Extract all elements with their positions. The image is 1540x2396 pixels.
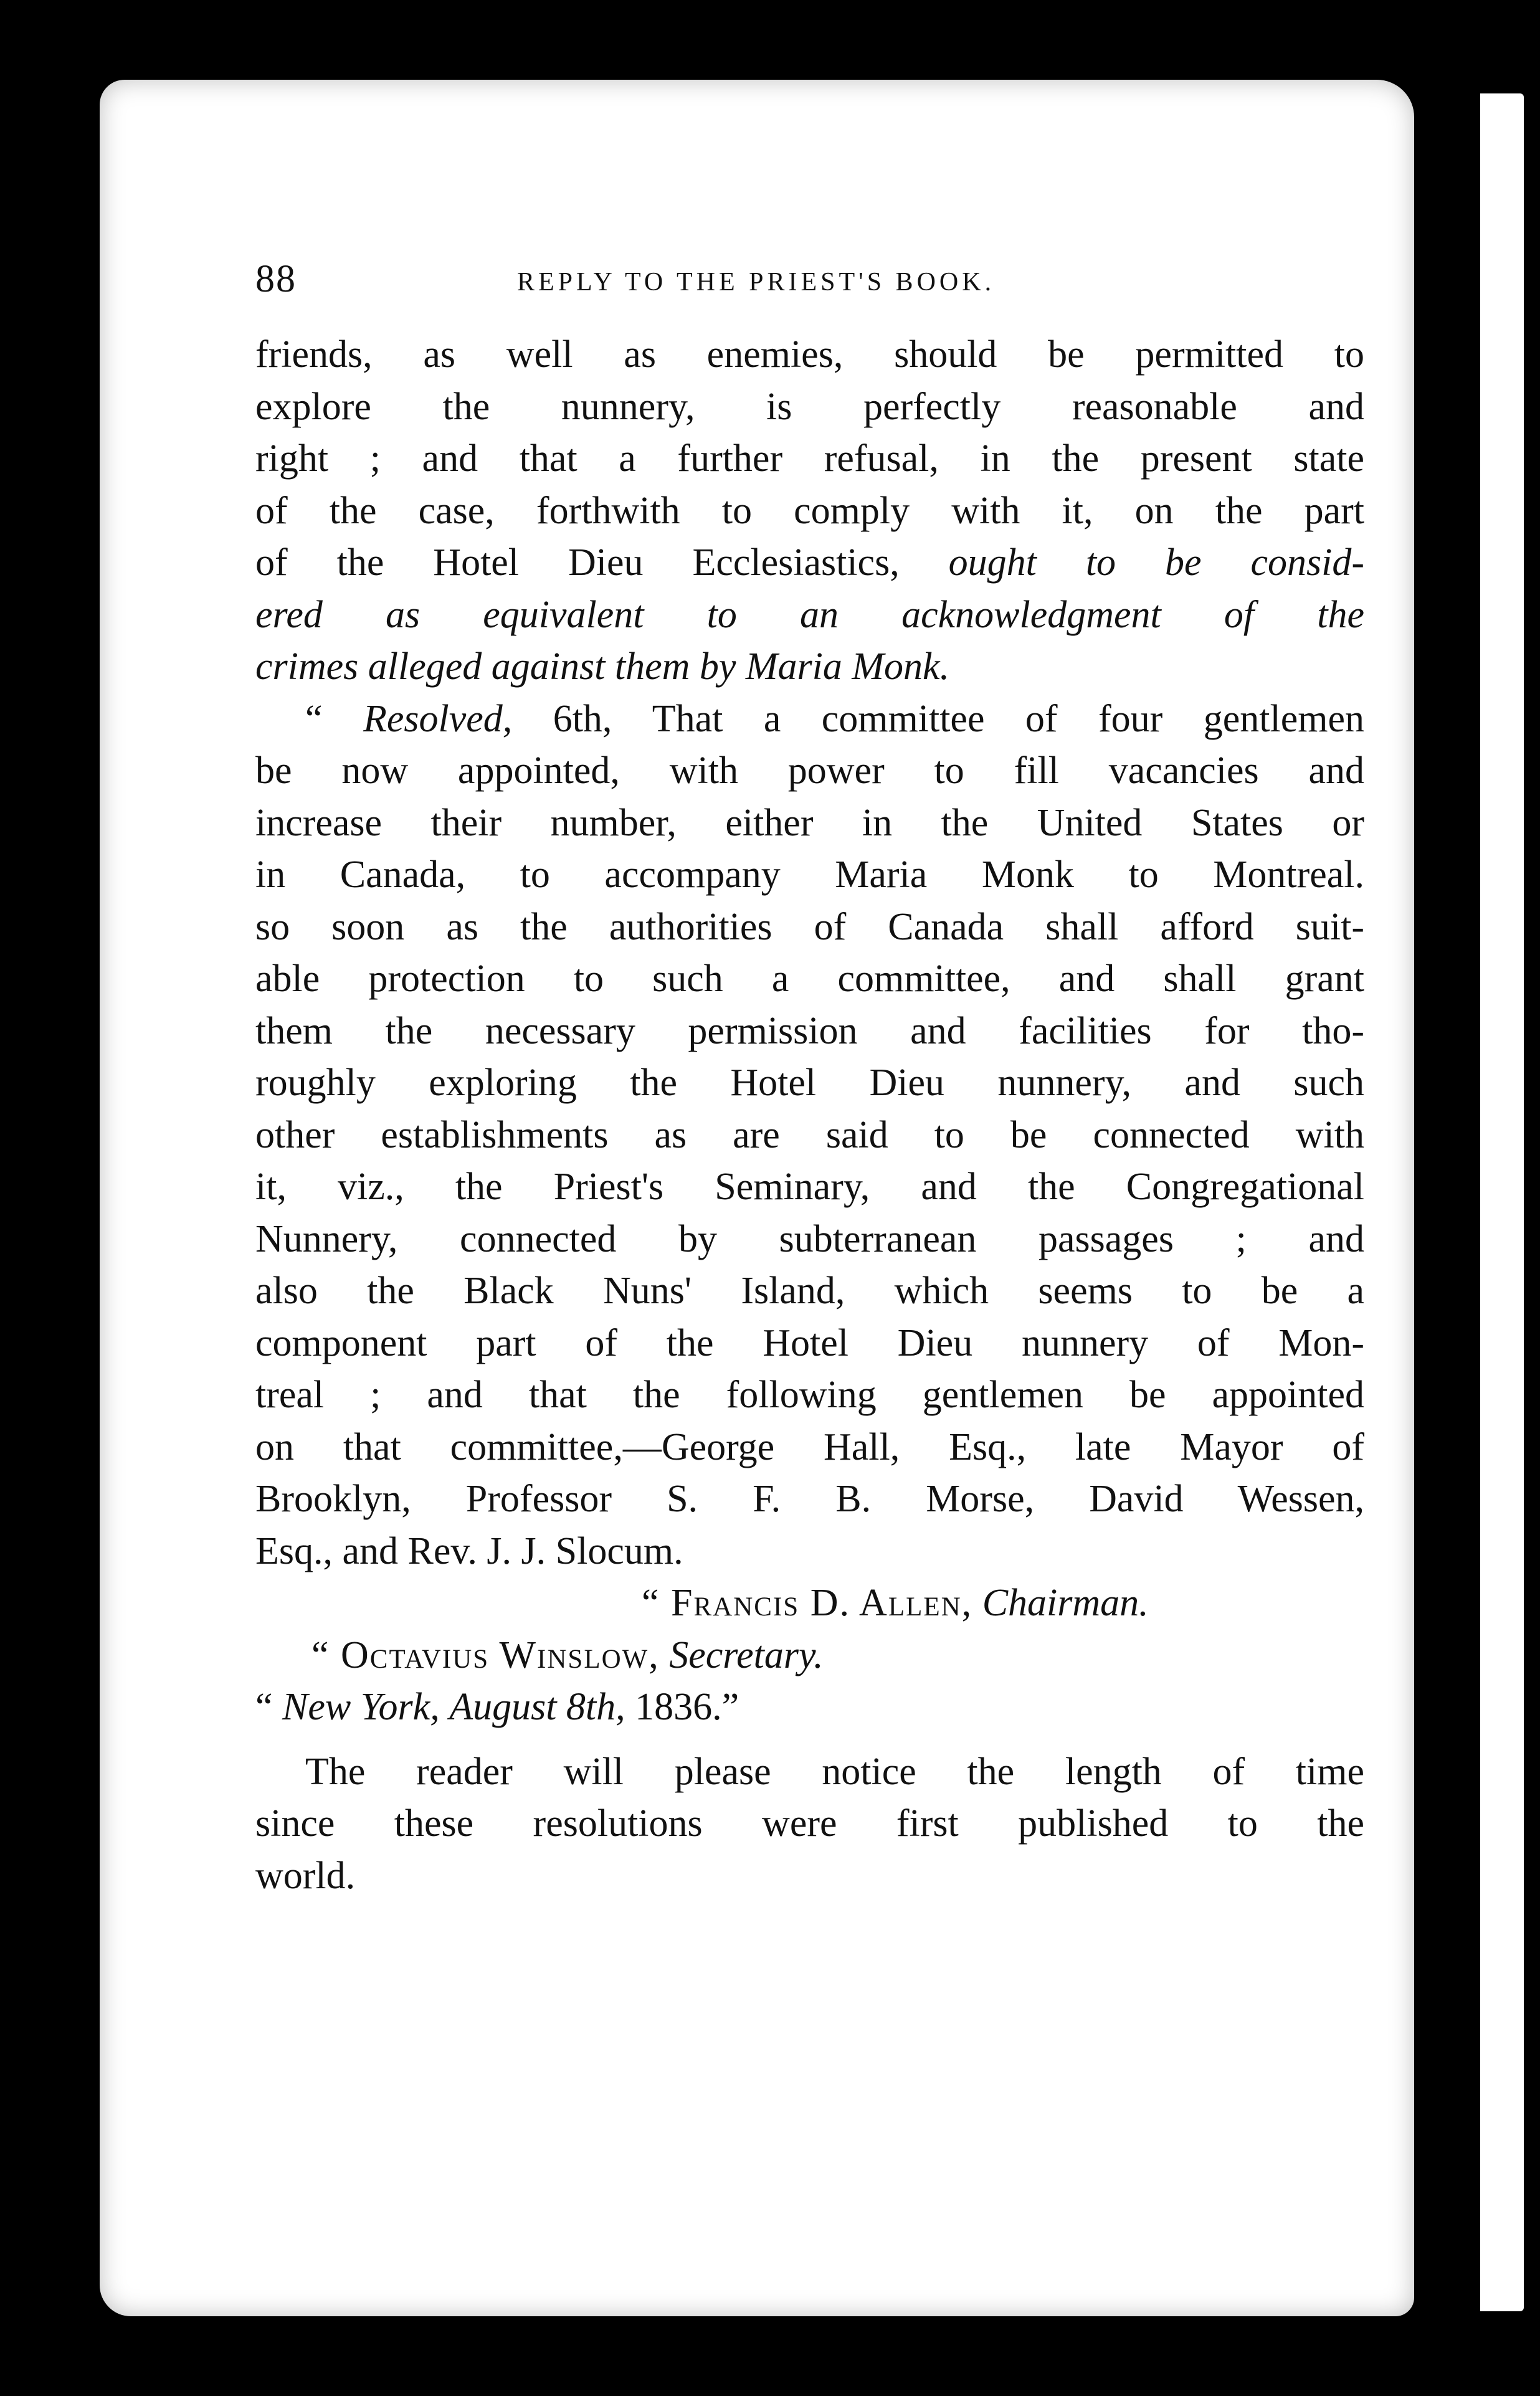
italic-span: ought to be consid- xyxy=(948,541,1364,584)
chairman-title: Chairman. xyxy=(982,1582,1149,1624)
page-number: 88 xyxy=(255,258,297,300)
text-line: Nunnery, connected by subterranean passages ; and xyxy=(255,1217,1364,1260)
text-line xyxy=(255,693,1364,746)
italic-span: ered as equivalent to an acknowledgment of the xyxy=(255,593,1364,636)
text-line: on that committee,—George Hall, Esq., late Mayor of xyxy=(255,1425,1364,1468)
text-line: other establishments as are said to be connected with xyxy=(255,1113,1364,1156)
running-head xyxy=(255,257,1364,326)
text-line: right ; and that a further refusal, in the present state xyxy=(255,437,1364,480)
text-line: explore the nunnery, is perfectly reasonable and xyxy=(255,385,1364,428)
open-quote: “ xyxy=(255,1686,283,1728)
running-title: REPLY TO THE PRIEST'S BOOK. xyxy=(517,268,996,297)
open-quote: “ xyxy=(305,697,363,740)
text-line: it, viz., the Priest's Seminary, and the Congregational xyxy=(255,1166,1364,1208)
book-page xyxy=(100,80,1414,2316)
text-line xyxy=(255,589,1364,642)
text-line: be now appointed, with power to fill vacancies and xyxy=(255,749,1364,792)
text-line: friends, as well as enemies, should be permitted to xyxy=(255,333,1364,376)
text-line: world. xyxy=(255,1854,356,1897)
chairman-name: “ Francis D. Allen, xyxy=(642,1582,973,1624)
place: New York, xyxy=(282,1686,440,1728)
secretary-title: Secretary. xyxy=(669,1633,824,1676)
text-line: The reader will please notice the length of time xyxy=(305,1750,1364,1793)
text-line: in Canada, to accompany Maria Monk to Montreal. xyxy=(255,853,1364,896)
text-line: so soon as the authorities of Canada shall afford suit- xyxy=(255,905,1364,948)
year: 1836.” xyxy=(635,1686,739,1728)
place-date-line xyxy=(255,1681,1364,1734)
next-page-edge xyxy=(1469,93,1524,2311)
text-line: since these resolutions were first published to the xyxy=(255,1802,1364,1845)
italic-span: crimes alleged against them by Maria Monk. xyxy=(255,645,950,688)
text-line: Esq., and Rev. J. J. Slocum. xyxy=(255,1529,683,1572)
paragraph-gap xyxy=(255,1734,1364,1746)
text-line: Brooklyn, Professor S. F. B. Morse, David Wessen, xyxy=(255,1478,1364,1520)
text-line: of the case, forthwith to comply with it, on the part xyxy=(255,489,1364,532)
text-line: also the Black Nuns' Island, which seems to be a xyxy=(255,1270,1364,1312)
body-text xyxy=(255,329,1364,1902)
text-line xyxy=(255,641,1364,693)
text-line: treal ; and that the following gentlemen be appointed xyxy=(255,1374,1364,1416)
text-span: 6th, That a committee of four gentlemen xyxy=(512,697,1364,740)
date: August 8th, xyxy=(449,1686,625,1728)
italic-span: Resolved, xyxy=(363,697,513,740)
text-line: increase their number, either in the United States or xyxy=(255,801,1364,844)
text-line xyxy=(255,537,1364,589)
secretary-signature xyxy=(255,1630,1364,1682)
text-span: of the Hotel Dieu Ecclesiastics, xyxy=(255,541,900,584)
text-line: roughly exploring the Hotel Dieu nunnery, and such xyxy=(255,1062,1364,1104)
chairman-signature xyxy=(255,1577,1364,1630)
text-line: component part of the Hotel Dieu nunnery of Mon- xyxy=(255,1321,1364,1364)
text-line: able protection to such a committee, and shall grant xyxy=(255,958,1364,1000)
secretary-name: “ Octavius Winslow, xyxy=(311,1633,660,1676)
text-line: them the necessary permission and facilities for tho- xyxy=(255,1009,1364,1052)
